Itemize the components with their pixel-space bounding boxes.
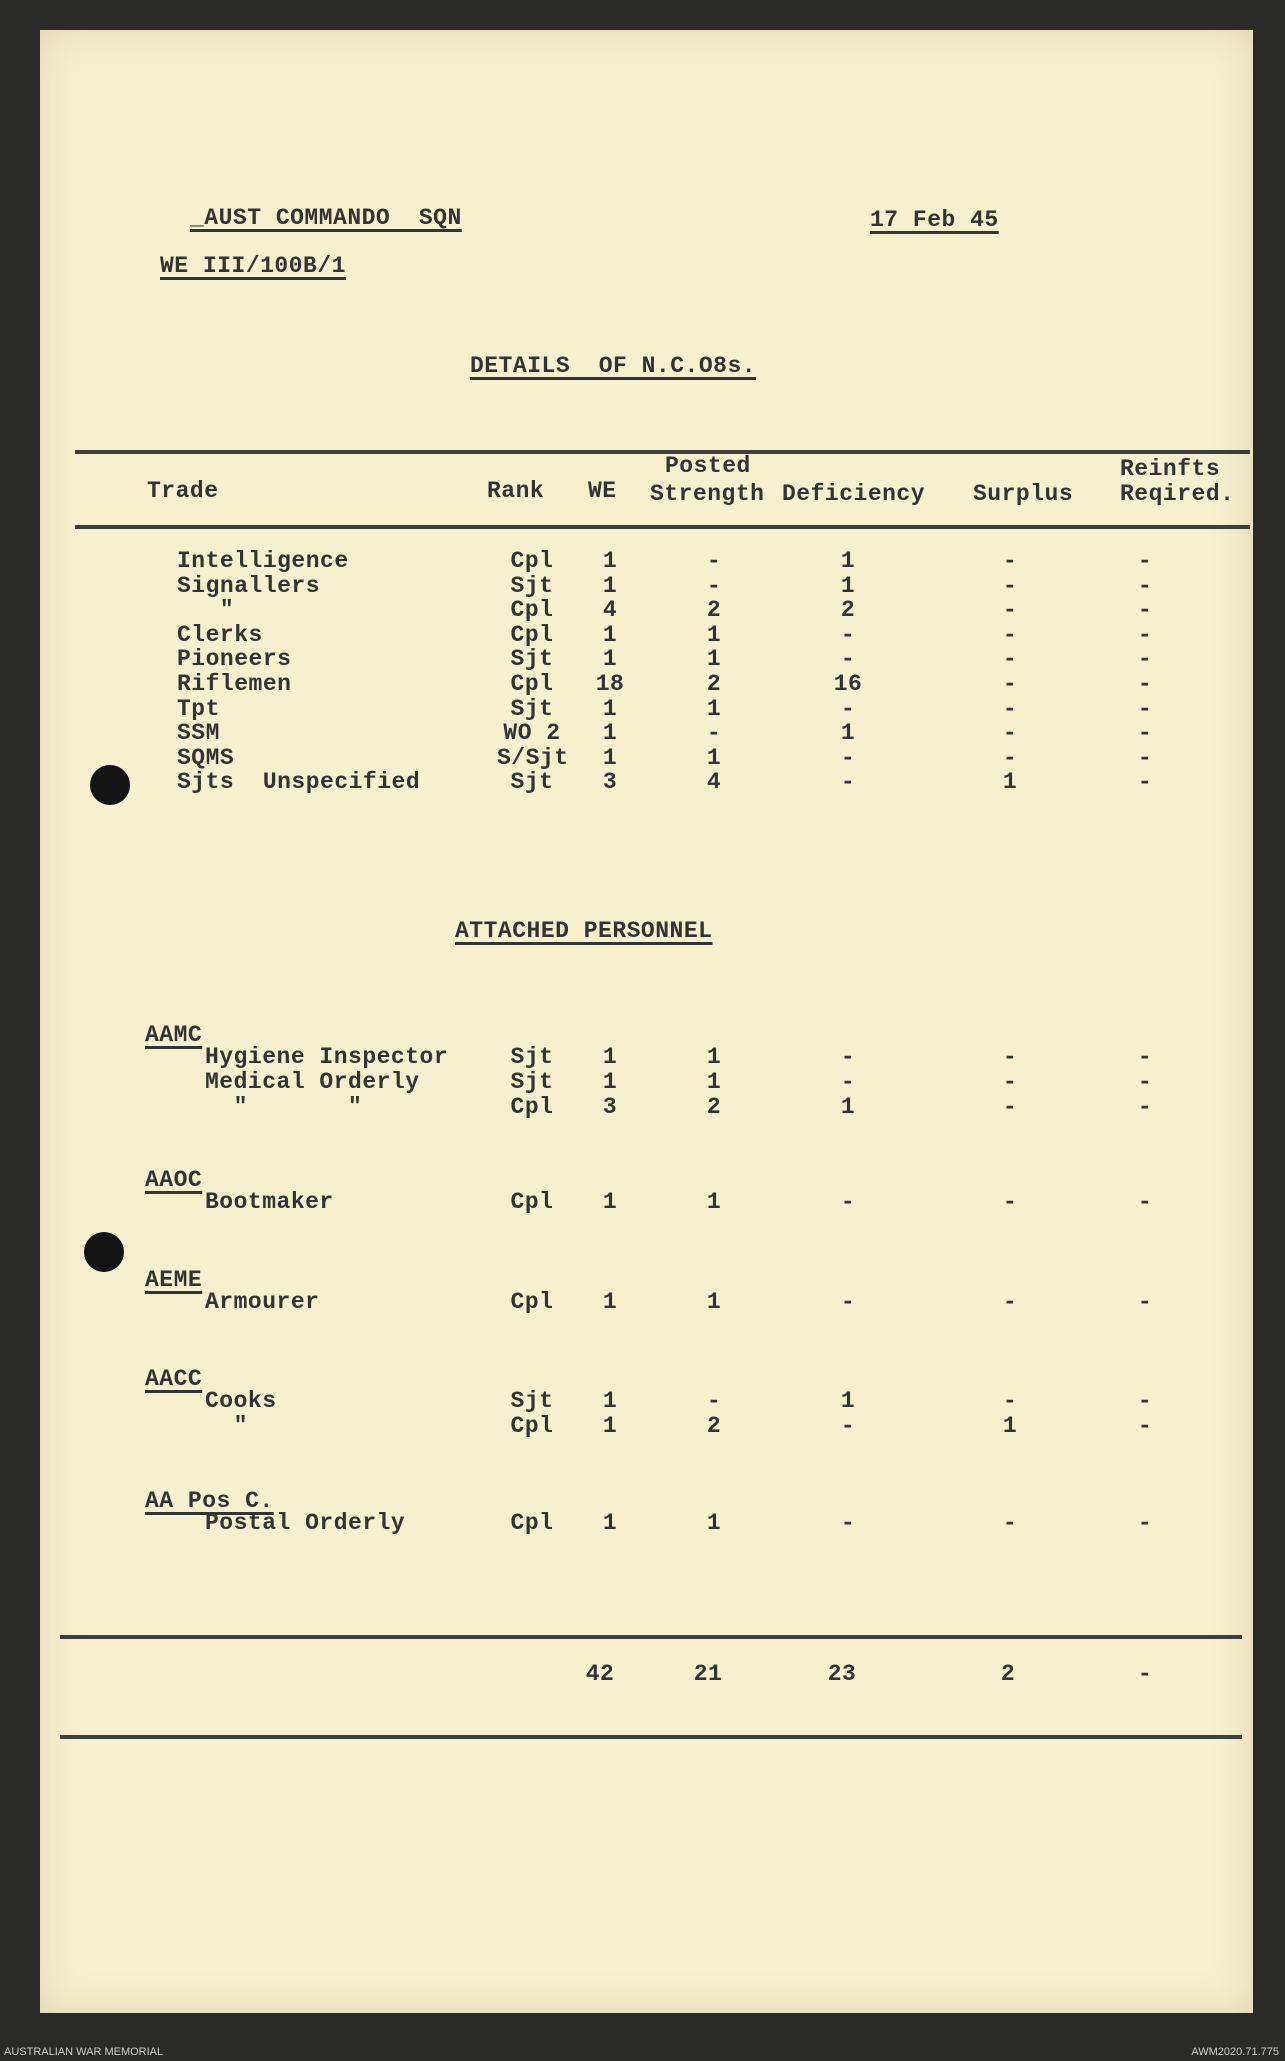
totals-bottom-rule	[60, 1735, 1242, 1739]
posted-cell: 1	[706, 646, 722, 673]
col-header-reinfts-2: Reqired.	[1120, 481, 1235, 507]
trade-cell: Pioneers	[177, 646, 292, 673]
deficiency-cell: -	[840, 1069, 856, 1095]
posted-cell: 1	[706, 1069, 722, 1095]
deficiency-cell: -	[840, 769, 856, 796]
deficiency-cell: 1	[840, 548, 856, 574]
surplus-cell: -	[1002, 572, 1018, 599]
total-reinfts: -	[1137, 1661, 1153, 1687]
surplus-cell: -	[1002, 1510, 1018, 1536]
col-header-rank: Rank	[487, 478, 545, 504]
rank-cell: Cpl	[510, 621, 554, 648]
trade-cell: Riflemen	[177, 671, 292, 697]
trade-cell: Armourer	[205, 1289, 320, 1315]
col-header-surplus: Surplus	[973, 481, 1074, 507]
we-cell: 1	[602, 744, 618, 771]
we-cell: 1	[602, 720, 618, 747]
we-cell: 1	[602, 1413, 618, 1439]
document-date: 17 Feb 45	[870, 207, 999, 233]
we-cell: 4	[602, 597, 618, 624]
rank-cell: Cpl	[510, 1189, 554, 1215]
we-cell: 1	[602, 695, 618, 722]
surplus-cell: -	[1002, 671, 1018, 697]
deficiency-cell: 1	[840, 1094, 856, 1120]
rank-cell: Sjt	[510, 1069, 554, 1095]
reinfts-cell: -	[1137, 1413, 1153, 1439]
posted-cell: -	[706, 548, 722, 574]
trade-cell: " "	[205, 1094, 363, 1120]
trade-cell: Postal Orderly	[205, 1510, 406, 1536]
corps-heading: AA Pos C.	[145, 1488, 274, 1514]
deficiency-cell: 1	[840, 572, 856, 599]
total-surplus: 2	[1000, 1661, 1016, 1687]
total-deficiency: 23	[827, 1661, 857, 1687]
reinfts-cell: -	[1137, 597, 1153, 624]
reinfts-cell: -	[1137, 1510, 1153, 1536]
posted-cell: 2	[706, 1094, 722, 1120]
trade-cell: SSM	[177, 720, 220, 747]
punch-hole-top	[90, 765, 130, 805]
header-top-rule	[75, 450, 1250, 454]
we-cell: 3	[602, 769, 618, 796]
posted-cell: 1	[706, 1289, 722, 1315]
surplus-cell: -	[1002, 621, 1018, 648]
deficiency-cell: -	[840, 744, 856, 771]
corps-heading: AAMC	[145, 1022, 203, 1048]
rank-cell: Cpl	[510, 671, 554, 697]
reinfts-cell: -	[1137, 646, 1153, 673]
reinfts-cell: -	[1137, 744, 1153, 771]
trade-cell: Sjts Unspecified	[177, 769, 421, 796]
trade-cell: Tpt	[177, 695, 220, 722]
we-cell: 1	[602, 1069, 618, 1095]
rank-cell: Cpl	[510, 1094, 554, 1120]
unit-name: _AUST COMMANDO SQN	[190, 205, 462, 231]
header-bottom-rule	[75, 525, 1250, 529]
reinfts-cell: -	[1137, 671, 1153, 697]
totals-top-rule	[60, 1635, 1242, 1639]
rank-cell: Sjt	[510, 572, 554, 599]
deficiency-cell: -	[840, 1044, 856, 1070]
posted-cell: -	[706, 572, 722, 599]
deficiency-cell: -	[840, 1510, 856, 1536]
deficiency-cell: 1	[840, 720, 856, 747]
rank-cell: Sjt	[510, 1388, 554, 1414]
deficiency-cell: 2	[840, 597, 856, 624]
reinfts-cell: -	[1137, 1189, 1153, 1215]
we-cell: 18	[595, 671, 625, 697]
reinfts-cell: -	[1137, 1094, 1153, 1120]
posted-cell: -	[706, 720, 722, 747]
trade-cell: Cooks	[205, 1388, 277, 1414]
posted-cell: 2	[706, 671, 722, 697]
deficiency-cell: 16	[833, 671, 863, 697]
rank-cell: Sjt	[510, 769, 554, 796]
reinfts-cell: -	[1137, 1388, 1153, 1414]
reinfts-cell: -	[1137, 720, 1153, 747]
trade-cell: Medical Orderly	[205, 1069, 420, 1095]
corps-heading: AACC	[145, 1366, 203, 1392]
reinfts-cell: -	[1137, 1044, 1153, 1070]
deficiency-cell: -	[840, 1413, 856, 1439]
footer-left: AUSTRALIAN WAR MEMORIAL	[4, 2046, 164, 2058]
surplus-cell: -	[1002, 1094, 1018, 1120]
we-cell: 1	[602, 621, 618, 648]
surplus-cell: -	[1002, 1189, 1018, 1215]
posted-cell: 2	[706, 1413, 722, 1439]
col-header-trade: Trade	[147, 478, 219, 504]
trade-cell: "	[205, 1413, 248, 1439]
trade-cell: Bootmaker	[205, 1189, 334, 1215]
page-title: DETAILS OF N.C.O8s.	[470, 353, 757, 379]
surplus-cell: -	[1002, 1069, 1018, 1095]
we-cell: 1	[602, 572, 618, 599]
we-cell: 1	[602, 646, 618, 673]
col-header-posted-1: Posted	[665, 453, 751, 479]
rank-cell: Cpl	[510, 1413, 554, 1439]
col-header-we: WE	[588, 478, 617, 504]
posted-cell: 1	[706, 695, 722, 722]
trade-cell: "	[177, 597, 235, 624]
surplus-cell: -	[1002, 1044, 1018, 1070]
surplus-cell: -	[1002, 548, 1018, 574]
posted-cell: 4	[706, 769, 722, 796]
reference-number: WE III/100B/1	[160, 253, 346, 279]
deficiency-cell: -	[840, 621, 856, 648]
rank-cell: Cpl	[510, 597, 554, 624]
rank-cell: S/Sjt	[497, 744, 569, 771]
surplus-cell: -	[1002, 695, 1018, 722]
we-cell: 3	[602, 1094, 618, 1120]
rank-cell: Cpl	[510, 548, 554, 574]
rank-cell: Cpl	[510, 1510, 554, 1536]
document-page	[40, 30, 1253, 2013]
surplus-cell: -	[1002, 646, 1018, 673]
posted-cell: 2	[706, 597, 722, 624]
deficiency-cell: -	[840, 646, 856, 673]
we-cell: 1	[602, 548, 618, 574]
punch-hole-bottom	[84, 1232, 124, 1272]
posted-cell: 1	[706, 1044, 722, 1070]
we-cell: 1	[602, 1510, 618, 1536]
rank-cell: Sjt	[510, 695, 554, 722]
col-header-reinfts-1: Reinfts	[1120, 456, 1221, 482]
corps-heading: AAOC	[145, 1167, 203, 1193]
deficiency-cell: -	[840, 1289, 856, 1315]
reinfts-cell: -	[1137, 695, 1153, 722]
posted-cell: -	[706, 1388, 722, 1414]
reinfts-cell: -	[1137, 572, 1153, 599]
col-header-deficiency: Deficiency	[782, 481, 926, 507]
reinfts-cell: -	[1137, 769, 1153, 796]
corps-heading: AEME	[145, 1267, 203, 1293]
surplus-cell: -	[1002, 720, 1018, 747]
trade-cell: Intelligence	[177, 548, 349, 574]
posted-cell: 1	[706, 1189, 722, 1215]
surplus-cell: 1	[1002, 769, 1018, 796]
col-header-posted-2: Strength	[650, 481, 765, 507]
reinfts-cell: -	[1137, 1289, 1153, 1315]
posted-cell: 1	[706, 621, 722, 648]
surplus-cell: -	[1002, 1289, 1018, 1315]
posted-cell: 1	[706, 744, 722, 771]
we-cell: 1	[602, 1289, 618, 1315]
rank-cell: Cpl	[510, 1289, 554, 1315]
rank-cell: Sjt	[510, 646, 554, 673]
total-we: 42	[585, 1661, 615, 1687]
we-cell: 1	[602, 1044, 618, 1070]
trade-cell: Signallers	[177, 572, 321, 599]
total-posted: 21	[693, 1661, 723, 1687]
rank-cell: WO 2	[503, 720, 561, 747]
reinfts-cell: -	[1137, 621, 1153, 648]
deficiency-cell: -	[840, 1189, 856, 1215]
trade-cell: Hygiene Inspector	[205, 1044, 449, 1070]
we-cell: 1	[602, 1388, 618, 1414]
reinfts-cell: -	[1137, 1069, 1153, 1095]
surplus-cell: -	[1002, 1388, 1018, 1414]
rank-cell: Sjt	[510, 1044, 554, 1070]
deficiency-cell: 1	[840, 1388, 856, 1414]
trade-cell: Clerks	[177, 621, 263, 648]
reinfts-cell: -	[1137, 548, 1153, 574]
posted-cell: 1	[706, 1510, 722, 1536]
surplus-cell: 1	[1002, 1413, 1018, 1439]
trade-cell: SQMS	[177, 744, 235, 771]
footer-right: AWM2020.71.775	[1191, 2046, 1279, 2058]
deficiency-cell: -	[840, 695, 856, 722]
we-cell: 1	[602, 1189, 618, 1215]
surplus-cell: -	[1002, 597, 1018, 624]
surplus-cell: -	[1002, 744, 1018, 771]
attached-title: ATTACHED PERSONNEL	[455, 918, 713, 944]
